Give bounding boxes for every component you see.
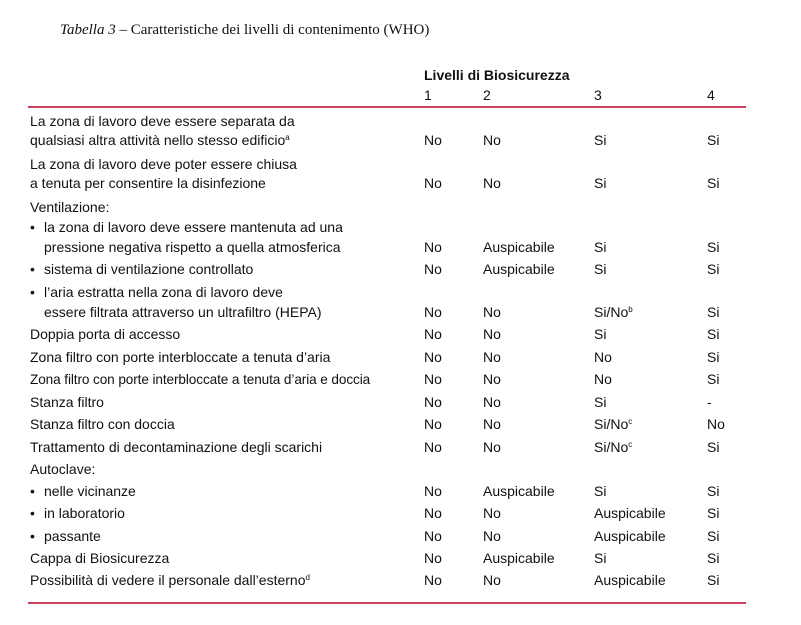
cell-level-1: No bbox=[424, 572, 442, 588]
footnote-marker: a bbox=[285, 133, 290, 142]
row-label: Stanza filtro con doccia bbox=[30, 416, 175, 432]
cell-level-3: Auspicabile bbox=[594, 505, 666, 521]
cell-level-4: Si bbox=[707, 483, 720, 499]
cell-level-1: No bbox=[424, 326, 442, 342]
cell-level-2: No bbox=[483, 572, 501, 588]
caption-text: – Caratteristiche dei livelli di contenimento (WHO) bbox=[115, 22, 430, 38]
level-2-header: 2 bbox=[483, 87, 491, 103]
row-label: essere filtrata attraverso un ultrafiltro (HEPA) bbox=[44, 304, 322, 320]
bullet: • bbox=[30, 528, 35, 544]
cell-level-3: Si/No$^c$ bbox=[594, 439, 633, 455]
cell-level-2: No bbox=[483, 326, 501, 342]
cell-level-2: No bbox=[483, 132, 501, 148]
levels-header-title: Livelli di Biosicurezza bbox=[424, 67, 570, 83]
cell-level-1: No bbox=[424, 304, 442, 320]
cell-level-2: No bbox=[483, 304, 501, 320]
cell-level-1: No bbox=[424, 394, 442, 410]
cell-level-3: Auspicabile bbox=[594, 528, 666, 544]
cell-level-4: Si bbox=[707, 371, 720, 387]
row-label: pressione negativa rispetto a quella atmosferica bbox=[44, 239, 341, 255]
row-label: qualsiasi altra attività nello stesso edificio$^a$ bbox=[30, 132, 290, 148]
cell-level-4: Si bbox=[707, 505, 720, 521]
cell-level-2: Auspicabile bbox=[483, 550, 555, 566]
row-label: in laboratorio bbox=[44, 505, 125, 521]
cell-level-1: No bbox=[424, 439, 442, 455]
level-4-header: 4 bbox=[707, 87, 715, 103]
cell-level-4: Si bbox=[707, 550, 720, 566]
cell-level-1: No bbox=[424, 528, 442, 544]
row-label: Cappa di Biosicurezza bbox=[30, 550, 170, 566]
cell-level-1: No bbox=[424, 349, 442, 365]
cell-level-2: No bbox=[483, 439, 501, 455]
level-3-header: 3 bbox=[594, 87, 602, 103]
cell-level-2: No bbox=[483, 349, 501, 365]
row-label: a tenuta per consentire la disinfezione bbox=[30, 175, 266, 191]
caption-label: Tabella 3 bbox=[60, 22, 116, 38]
section-label: Autoclave: bbox=[30, 461, 96, 477]
footnote-marker: d bbox=[305, 573, 310, 582]
cell-level-3: Auspicabile bbox=[594, 572, 666, 588]
cell-level-4: Si bbox=[707, 261, 720, 277]
cell-level-4: Si bbox=[707, 439, 720, 455]
cell-level-2: Auspicabile bbox=[483, 261, 555, 277]
cell-level-4: Si bbox=[707, 528, 720, 544]
cell-level-2: No bbox=[483, 505, 501, 521]
cell-level-4: Si bbox=[707, 349, 720, 365]
cell-level-3: Si/No$^b$ bbox=[594, 304, 633, 320]
cell-level-4: Si bbox=[707, 239, 720, 255]
row-label: nelle vicinanze bbox=[44, 483, 136, 499]
bullet: • bbox=[30, 505, 35, 521]
row-label: l’aria estratta nella zona di lavoro deve bbox=[44, 284, 283, 300]
cell-level-4: No bbox=[707, 416, 725, 432]
level-1-header: 1 bbox=[424, 87, 432, 103]
cell-level-3: Si bbox=[594, 550, 607, 566]
bottom-rule bbox=[28, 602, 746, 604]
row-label: La zona di lavoro deve essere separata da bbox=[30, 113, 295, 129]
header-rule bbox=[28, 106, 746, 108]
cell-level-2: No bbox=[483, 394, 501, 410]
row-label: Zona filtro con porte interbloccate a tenuta d’aria e doccia bbox=[30, 372, 371, 387]
footnote-marker: b bbox=[628, 305, 633, 314]
cell-level-2: Auspicabile bbox=[483, 239, 555, 255]
cell-level-1: No bbox=[424, 416, 442, 432]
row-label: sistema di ventilazione controllato bbox=[44, 261, 254, 277]
table-caption bbox=[60, 22, 429, 39]
footnote-marker: c bbox=[628, 440, 633, 449]
cell-level-1: No bbox=[424, 132, 442, 148]
bullet: • bbox=[30, 261, 35, 277]
cell-level-3: Si bbox=[594, 261, 607, 277]
row-label: Possibilità di vedere il personale dall’esterno$^d$ bbox=[30, 572, 310, 588]
cell-level-4: Si bbox=[707, 175, 720, 191]
cell-level-3: No bbox=[594, 371, 612, 387]
cell-level-1: No bbox=[424, 175, 442, 191]
footnote-marker: c bbox=[628, 417, 633, 426]
cell-level-4: Si bbox=[707, 572, 720, 588]
cell-level-4: Si bbox=[707, 304, 720, 320]
row-label: passante bbox=[44, 528, 101, 544]
cell-level-3: Si bbox=[594, 394, 607, 410]
cell-level-2: No bbox=[483, 416, 501, 432]
cell-level-3: Si bbox=[594, 239, 607, 255]
row-label: La zona di lavoro deve poter essere chiusa bbox=[30, 156, 297, 172]
section-label: Ventilazione: bbox=[30, 199, 110, 215]
cell-level-3: Si bbox=[594, 326, 607, 342]
bullet: • bbox=[30, 483, 35, 499]
row-label: Stanza filtro bbox=[30, 394, 104, 410]
cell-level-4: Si bbox=[707, 132, 720, 148]
cell-level-4: Si bbox=[707, 326, 720, 342]
bullet: • bbox=[30, 219, 35, 235]
cell-level-1: No bbox=[424, 371, 442, 387]
row-label: la zona di lavoro deve essere mantenuta ad una bbox=[44, 219, 343, 235]
cell-level-3: No bbox=[594, 349, 612, 365]
cell-level-3: Si bbox=[594, 483, 607, 499]
cell-level-3: Si bbox=[594, 132, 607, 148]
cell-level-1: No bbox=[424, 261, 442, 277]
cell-level-2: Auspicabile bbox=[483, 483, 555, 499]
cell-level-1: No bbox=[424, 239, 442, 255]
row-label: Doppia porta di accesso bbox=[30, 326, 181, 342]
cell-level-1: No bbox=[424, 505, 442, 521]
row-label: Zona filtro con porte interbloccate a tenuta d’aria bbox=[30, 349, 331, 365]
cell-level-1: No bbox=[424, 483, 442, 499]
cell-level-3: Si bbox=[594, 175, 607, 191]
bullet: • bbox=[30, 284, 35, 300]
cell-level-2: No bbox=[483, 371, 501, 387]
cell-level-2: No bbox=[483, 528, 501, 544]
cell-level-4: - bbox=[707, 394, 712, 410]
cell-level-3: Si/No$^c$ bbox=[594, 416, 633, 432]
row-label: Trattamento di decontaminazione degli scarichi bbox=[30, 439, 323, 455]
cell-level-2: No bbox=[483, 175, 501, 191]
cell-level-1: No bbox=[424, 550, 442, 566]
